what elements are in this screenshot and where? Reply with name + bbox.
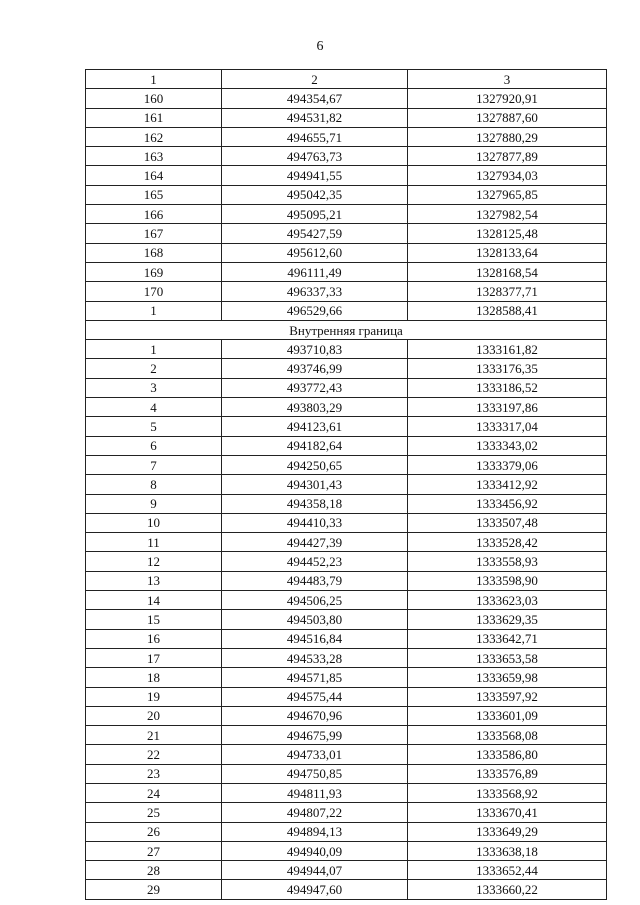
table-row — [86, 301, 607, 320]
header-cell-point: 1 — [86, 70, 222, 89]
table-row — [86, 359, 607, 378]
x-coordinate-cell: 494410,33 — [222, 513, 408, 532]
table-row — [86, 262, 607, 281]
x-coordinate-cell: 496337,33 — [222, 282, 408, 301]
point-number-cell: 164 — [86, 166, 222, 185]
x-coordinate-cell: 494947,60 — [222, 880, 408, 899]
point-number-cell: 4 — [86, 398, 222, 417]
y-coordinate-cell: 1327887,60 — [408, 108, 607, 127]
table-header-row — [86, 70, 607, 89]
table-row — [86, 513, 607, 532]
table-row — [86, 166, 607, 185]
point-number-cell: 161 — [86, 108, 222, 127]
y-coordinate-cell: 1333653,58 — [408, 648, 607, 667]
x-coordinate-cell: 494531,82 — [222, 108, 408, 127]
point-number-cell: 2 — [86, 359, 222, 378]
table-row — [86, 398, 607, 417]
table-row — [86, 224, 607, 243]
point-number-cell: 168 — [86, 243, 222, 262]
point-number-cell: 8 — [86, 475, 222, 494]
header-cell-x: 2 — [222, 70, 408, 89]
point-number-cell: 7 — [86, 455, 222, 474]
table-row — [86, 861, 607, 880]
x-coordinate-cell: 493803,29 — [222, 398, 408, 417]
table-row — [86, 417, 607, 436]
point-number-cell: 27 — [86, 841, 222, 860]
x-coordinate-cell: 494123,61 — [222, 417, 408, 436]
point-number-cell: 6 — [86, 436, 222, 455]
table-row — [86, 803, 607, 822]
point-number-cell: 162 — [86, 127, 222, 146]
x-coordinate-cell: 494533,28 — [222, 648, 408, 667]
x-coordinate-cell: 494301,43 — [222, 475, 408, 494]
point-number-cell: 23 — [86, 764, 222, 783]
y-coordinate-cell: 1333317,04 — [408, 417, 607, 436]
point-number-cell: 165 — [86, 185, 222, 204]
table-row — [86, 533, 607, 552]
point-number-cell: 11 — [86, 533, 222, 552]
y-coordinate-cell: 1328168,54 — [408, 262, 607, 281]
x-coordinate-cell: 495612,60 — [222, 243, 408, 262]
point-number-cell: 26 — [86, 822, 222, 841]
point-number-cell: 22 — [86, 745, 222, 764]
y-coordinate-cell: 1333507,48 — [408, 513, 607, 532]
x-coordinate-cell: 496111,49 — [222, 262, 408, 281]
x-coordinate-cell: 495427,59 — [222, 224, 408, 243]
y-coordinate-cell: 1333597,92 — [408, 687, 607, 706]
x-coordinate-cell: 495095,21 — [222, 205, 408, 224]
x-coordinate-cell: 494427,39 — [222, 533, 408, 552]
point-number-cell: 16 — [86, 629, 222, 648]
y-coordinate-cell: 1327934,03 — [408, 166, 607, 185]
point-number-cell: 24 — [86, 783, 222, 802]
table-row — [86, 475, 607, 494]
table-row — [86, 108, 607, 127]
coordinates-table-body — [86, 70, 607, 900]
y-coordinate-cell: 1333379,06 — [408, 455, 607, 474]
y-coordinate-cell: 1333642,71 — [408, 629, 607, 648]
point-number-cell: 160 — [86, 89, 222, 108]
page-number: 6 — [316, 39, 324, 54]
table-row — [86, 340, 607, 359]
table-row — [86, 591, 607, 610]
y-coordinate-cell: 1333558,93 — [408, 552, 607, 571]
table-row — [86, 783, 607, 802]
point-number-cell: 3 — [86, 378, 222, 397]
point-number-cell: 167 — [86, 224, 222, 243]
point-number-cell: 17 — [86, 648, 222, 667]
x-coordinate-cell: 495042,35 — [222, 185, 408, 204]
table-row — [86, 629, 607, 648]
x-coordinate-cell: 494182,64 — [222, 436, 408, 455]
table-row — [86, 745, 607, 764]
table-row — [86, 378, 607, 397]
y-coordinate-cell: 1333528,42 — [408, 533, 607, 552]
x-coordinate-cell: 494894,13 — [222, 822, 408, 841]
coordinates-table — [85, 69, 607, 900]
y-coordinate-cell: 1327920,91 — [408, 89, 607, 108]
point-number-cell: 163 — [86, 147, 222, 166]
x-coordinate-cell: 494675,99 — [222, 726, 408, 745]
point-number-cell: 1 — [86, 340, 222, 359]
y-coordinate-cell: 1333629,35 — [408, 610, 607, 629]
y-coordinate-cell: 1333623,03 — [408, 591, 607, 610]
table-row — [86, 841, 607, 860]
y-coordinate-cell: 1327965,85 — [408, 185, 607, 204]
point-number-cell: 10 — [86, 513, 222, 532]
y-coordinate-cell: 1333343,02 — [408, 436, 607, 455]
point-number-cell: 12 — [86, 552, 222, 571]
y-coordinate-cell: 1333568,08 — [408, 726, 607, 745]
y-coordinate-cell: 1333659,98 — [408, 668, 607, 687]
point-number-cell: 28 — [86, 861, 222, 880]
table-row — [86, 494, 607, 513]
table-row — [86, 648, 607, 667]
y-coordinate-cell: 1333660,22 — [408, 880, 607, 899]
point-number-cell: 1 — [86, 301, 222, 320]
y-coordinate-cell: 1333412,92 — [408, 475, 607, 494]
table-row — [86, 455, 607, 474]
x-coordinate-cell: 494516,84 — [222, 629, 408, 648]
point-number-cell: 19 — [86, 687, 222, 706]
table-row — [86, 610, 607, 629]
point-number-cell: 5 — [86, 417, 222, 436]
x-coordinate-cell: 494358,18 — [222, 494, 408, 513]
header-cell-y: 3 — [408, 70, 607, 89]
y-coordinate-cell: 1328125,48 — [408, 224, 607, 243]
point-number-cell: 13 — [86, 571, 222, 590]
table-row — [86, 880, 607, 899]
point-number-cell: 21 — [86, 726, 222, 745]
y-coordinate-cell: 1333601,09 — [408, 706, 607, 725]
x-coordinate-cell: 494763,73 — [222, 147, 408, 166]
point-number-cell: 9 — [86, 494, 222, 513]
table-row — [86, 822, 607, 841]
x-coordinate-cell: 494670,96 — [222, 706, 408, 725]
point-number-cell: 18 — [86, 668, 222, 687]
table-row — [86, 185, 607, 204]
x-coordinate-cell: 494655,71 — [222, 127, 408, 146]
table-row — [86, 436, 607, 455]
x-coordinate-cell: 494506,25 — [222, 591, 408, 610]
y-coordinate-cell: 1327982,54 — [408, 205, 607, 224]
x-coordinate-cell: 493710,83 — [222, 340, 408, 359]
table-row — [86, 726, 607, 745]
x-coordinate-cell: 496529,66 — [222, 301, 408, 320]
table-row — [86, 764, 607, 783]
point-number-cell: 14 — [86, 591, 222, 610]
table-row — [86, 687, 607, 706]
point-number-cell: 170 — [86, 282, 222, 301]
point-number-cell: 15 — [86, 610, 222, 629]
y-coordinate-cell: 1333186,52 — [408, 378, 607, 397]
x-coordinate-cell: 494941,55 — [222, 166, 408, 185]
section-row — [86, 320, 607, 339]
x-coordinate-cell: 494452,23 — [222, 552, 408, 571]
x-coordinate-cell: 494503,80 — [222, 610, 408, 629]
y-coordinate-cell: 1333161,82 — [408, 340, 607, 359]
x-coordinate-cell: 494807,22 — [222, 803, 408, 822]
point-number-cell: 169 — [86, 262, 222, 281]
y-coordinate-cell: 1333638,18 — [408, 841, 607, 860]
y-coordinate-cell: 1327877,89 — [408, 147, 607, 166]
x-coordinate-cell: 494750,85 — [222, 764, 408, 783]
table-row — [86, 282, 607, 301]
y-coordinate-cell: 1333652,44 — [408, 861, 607, 880]
x-coordinate-cell: 494733,01 — [222, 745, 408, 764]
point-number-cell: 166 — [86, 205, 222, 224]
table-row — [86, 552, 607, 571]
table-row — [86, 706, 607, 725]
x-coordinate-cell: 494483,79 — [222, 571, 408, 590]
y-coordinate-cell: 1333586,80 — [408, 745, 607, 764]
table-row — [86, 668, 607, 687]
y-coordinate-cell: 1328377,71 — [408, 282, 607, 301]
x-coordinate-cell: 494944,07 — [222, 861, 408, 880]
x-coordinate-cell: 494811,93 — [222, 783, 408, 802]
point-number-cell: 20 — [86, 706, 222, 725]
x-coordinate-cell: 494250,65 — [222, 455, 408, 474]
y-coordinate-cell: 1328133,64 — [408, 243, 607, 262]
y-coordinate-cell: 1328588,41 — [408, 301, 607, 320]
x-coordinate-cell: 493772,43 — [222, 378, 408, 397]
table-row — [86, 89, 607, 108]
x-coordinate-cell: 494940,09 — [222, 841, 408, 860]
y-coordinate-cell: 1333197,86 — [408, 398, 607, 417]
y-coordinate-cell: 1333576,89 — [408, 764, 607, 783]
y-coordinate-cell: 1327880,29 — [408, 127, 607, 146]
point-number-cell: 29 — [86, 880, 222, 899]
table-row — [86, 571, 607, 590]
y-coordinate-cell: 1333176,35 — [408, 359, 607, 378]
y-coordinate-cell: 1333598,90 — [408, 571, 607, 590]
table-row — [86, 205, 607, 224]
y-coordinate-cell: 1333568,92 — [408, 783, 607, 802]
x-coordinate-cell: 494575,44 — [222, 687, 408, 706]
table-row — [86, 147, 607, 166]
table-row — [86, 243, 607, 262]
x-coordinate-cell: 494354,67 — [222, 89, 408, 108]
x-coordinate-cell: 494571,85 — [222, 668, 408, 687]
section-title: Внутренняя граница — [86, 320, 607, 339]
y-coordinate-cell: 1333649,29 — [408, 822, 607, 841]
x-coordinate-cell: 493746,99 — [222, 359, 408, 378]
table-row — [86, 127, 607, 146]
y-coordinate-cell: 1333456,92 — [408, 494, 607, 513]
y-coordinate-cell: 1333670,41 — [408, 803, 607, 822]
point-number-cell: 25 — [86, 803, 222, 822]
